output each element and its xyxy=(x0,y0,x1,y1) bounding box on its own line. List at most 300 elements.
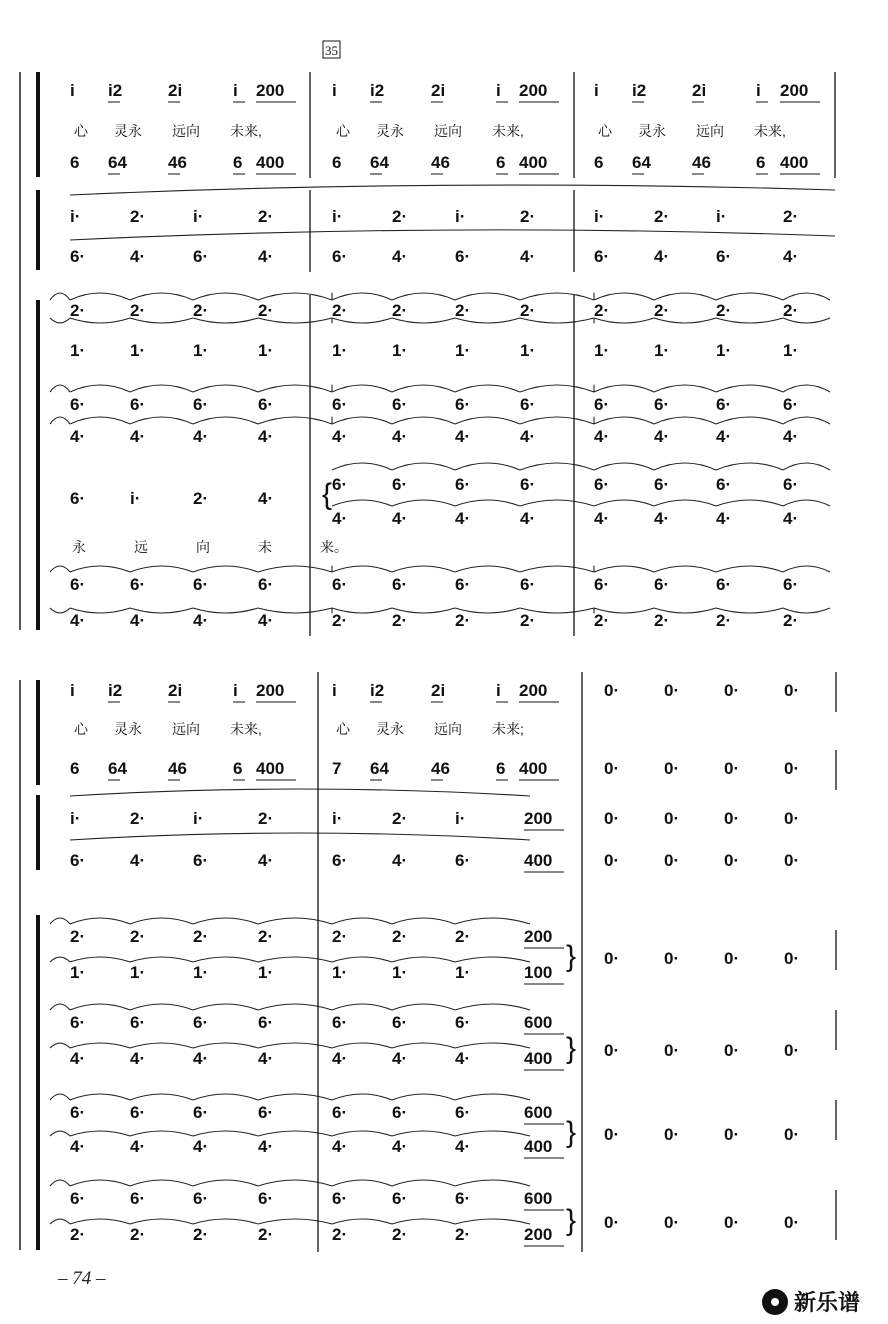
rest: 0· xyxy=(784,851,800,870)
orchestra-note: 600 xyxy=(524,1013,553,1032)
bass-note: 2· xyxy=(716,611,732,630)
bass-note: 6· xyxy=(520,575,536,594)
tie-arc xyxy=(258,918,332,924)
tie-arc xyxy=(594,293,654,300)
orchestra-note: 4· xyxy=(258,1137,274,1156)
brass-div-note: 6· xyxy=(783,475,799,494)
orchestra-note: 1· xyxy=(258,963,274,982)
bass-note: 6· xyxy=(258,575,274,594)
orchestra-note: 4· xyxy=(258,427,274,446)
rest: 0· xyxy=(664,1125,680,1144)
piano-rh-note: 200 xyxy=(524,809,553,828)
alto-note: 46 xyxy=(431,153,450,172)
orchestra-note: 1· xyxy=(332,963,348,982)
rest: 0· xyxy=(724,1125,740,1144)
slur xyxy=(70,833,530,840)
tie-arc xyxy=(392,1094,455,1100)
tie-arc xyxy=(130,293,193,300)
tie-arc xyxy=(50,293,70,300)
tie-arc xyxy=(193,1094,258,1100)
orchestra-note: 2· xyxy=(130,927,146,946)
bracket-voices xyxy=(36,680,40,785)
tie-arc xyxy=(193,566,258,572)
orchestra-note: 2· xyxy=(70,927,86,946)
brace: } xyxy=(566,1116,577,1149)
soprano-note: 2i xyxy=(168,681,183,700)
alto-note: 64 xyxy=(108,759,127,778)
brass-div-note: 6· xyxy=(392,475,408,494)
lyric: 心 xyxy=(74,721,88,737)
tie-arc xyxy=(70,566,130,572)
orchestra-note: 4· xyxy=(193,1137,209,1156)
tie-arc xyxy=(130,566,193,572)
rest: 0· xyxy=(784,681,800,700)
piano-lh-note: 4· xyxy=(654,247,670,266)
tie-arc xyxy=(455,1094,530,1100)
alto-note: 6 xyxy=(233,759,243,778)
tie-arc xyxy=(193,1180,258,1186)
tie-arc xyxy=(130,1180,193,1186)
tie-arc xyxy=(70,1094,130,1100)
rest: 0· xyxy=(604,809,620,828)
lyric: 灵永 xyxy=(376,721,404,737)
tie-arc xyxy=(716,463,783,470)
orchestra-note: 6· xyxy=(716,395,732,414)
piano-rh-note: i· xyxy=(193,809,204,828)
tie-arc xyxy=(130,918,193,924)
watermark-text: 新乐谱 xyxy=(794,1291,861,1316)
orchestra-note: 6· xyxy=(258,395,274,414)
soprano-note: i xyxy=(756,81,761,100)
orchestra-note: 2· xyxy=(258,927,274,946)
rest: 0· xyxy=(664,809,680,828)
tie-arc xyxy=(332,566,392,572)
brace: { xyxy=(322,478,333,511)
rest: 0· xyxy=(784,809,800,828)
rest: 0· xyxy=(724,1041,740,1060)
bracket-piano xyxy=(36,795,40,870)
tie-arc xyxy=(258,1180,332,1186)
lyric: 未来, xyxy=(230,123,262,139)
piano-rh-note: 2· xyxy=(783,207,799,226)
orchestra-note: 1· xyxy=(70,963,86,982)
tie-arc xyxy=(594,385,654,392)
tie-arc xyxy=(783,566,830,572)
rest: 0· xyxy=(724,809,740,828)
alto-note: 64 xyxy=(370,153,389,172)
soprano-note: i xyxy=(496,681,501,700)
orchestra-note: 1· xyxy=(783,341,799,360)
tie-arc xyxy=(654,293,716,300)
soprano-note: 2i xyxy=(168,81,183,100)
orchestra-note: 4· xyxy=(455,1049,471,1068)
alto-note: 400 xyxy=(519,759,548,778)
rest: 0· xyxy=(604,681,620,700)
rest: 0· xyxy=(604,949,620,968)
alto-note: 46 xyxy=(692,153,711,172)
rest: 0· xyxy=(664,949,680,968)
orchestra-note: 2· xyxy=(193,1225,209,1244)
bass-note: 2· xyxy=(455,611,471,630)
piano-lh-note: 4· xyxy=(520,247,536,266)
piano-rh-note: 2· xyxy=(520,207,536,226)
tie-arc xyxy=(392,293,455,300)
solo-note: 4· xyxy=(258,489,274,508)
rest: 0· xyxy=(724,681,740,700)
orchestra-note: 2· xyxy=(70,301,86,320)
tie-arc xyxy=(332,417,392,424)
orchestra-note: 4· xyxy=(332,427,348,446)
rest: 0· xyxy=(604,1125,620,1144)
brass-div-note: 6· xyxy=(716,475,732,494)
piano-lh-note: 6· xyxy=(193,247,209,266)
tie-arc xyxy=(70,385,130,392)
lyric: 心 xyxy=(336,123,350,139)
tie-arc xyxy=(258,293,332,300)
orchestra-note: 6· xyxy=(594,395,610,414)
tie-arc xyxy=(50,566,70,572)
piano-rh-note: i· xyxy=(332,207,343,226)
soprano-note: i xyxy=(332,681,337,700)
orchestra-note: 6· xyxy=(332,1103,348,1122)
tie-arc xyxy=(258,1043,332,1048)
tie-arc xyxy=(455,1043,530,1048)
orchestra-note: 2· xyxy=(520,301,536,320)
tie-arc xyxy=(50,957,70,962)
tie-arc xyxy=(716,500,783,506)
rest: 0· xyxy=(724,759,740,778)
tie-arc xyxy=(716,293,783,300)
slur xyxy=(70,789,530,796)
tie-arc xyxy=(520,463,594,470)
orchestra-note: 4· xyxy=(332,1137,348,1156)
tie-arc xyxy=(130,417,193,424)
tie-arc xyxy=(258,1094,332,1100)
tie-arc xyxy=(332,1180,392,1186)
orchestra-note: 6· xyxy=(193,1103,209,1122)
tie-arc xyxy=(594,500,654,506)
orchestra-note: 6· xyxy=(332,1189,348,1208)
piano-rh-note: i· xyxy=(594,207,605,226)
orchestra-note: 2· xyxy=(193,301,209,320)
orchestra-note: 2· xyxy=(654,301,670,320)
orchestra-note: 4· xyxy=(70,1049,86,1068)
tie-arc xyxy=(392,1131,455,1136)
orchestra-note: 6· xyxy=(258,1013,274,1032)
orchestra-note: 600 xyxy=(524,1103,553,1122)
alto-note: 6 xyxy=(233,153,243,172)
lyric: 未来, xyxy=(230,721,262,737)
orchestra-note: 6· xyxy=(654,395,670,414)
piano-lh-note: 4· xyxy=(130,247,146,266)
orchestra-note: 6· xyxy=(258,1103,274,1122)
orchestra-note: 2· xyxy=(332,927,348,946)
bass-note: 2· xyxy=(392,611,408,630)
alto-note: 400 xyxy=(519,153,548,172)
lyric: 永 xyxy=(72,539,86,555)
bass-note: 6· xyxy=(594,575,610,594)
tie-arc xyxy=(520,385,594,392)
orchestra-note: 2· xyxy=(332,1225,348,1244)
piano-rh-note: i· xyxy=(455,207,466,226)
piano-lh-note: 4· xyxy=(258,851,274,870)
tie-arc xyxy=(455,293,520,300)
orchestra-note: 1· xyxy=(716,341,732,360)
orchestra-note: 6· xyxy=(455,1103,471,1122)
bass-note: 4· xyxy=(258,611,274,630)
orchestra-note: 4· xyxy=(455,1137,471,1156)
orchestra-note: 6· xyxy=(392,1189,408,1208)
orchestra-note: 4· xyxy=(70,1137,86,1156)
rest: 0· xyxy=(604,851,620,870)
orchestra-note: 4· xyxy=(130,1137,146,1156)
alto-note: 64 xyxy=(632,153,651,172)
tie-arc xyxy=(50,385,70,392)
tie-arc xyxy=(332,1219,392,1224)
tie-arc xyxy=(193,417,258,424)
lyric: 灵永 xyxy=(114,123,142,139)
piano-lh-note: 6· xyxy=(455,851,471,870)
tie-arc xyxy=(392,500,455,506)
rest: 0· xyxy=(604,1041,620,1060)
orchestra-note: 4· xyxy=(392,427,408,446)
solo-note: i· xyxy=(130,489,141,508)
tie-arc xyxy=(455,1004,530,1010)
tie-arc xyxy=(332,957,392,962)
brass-div-note: 6· xyxy=(520,475,536,494)
piano-lh-note: 6· xyxy=(716,247,732,266)
orchestra-note: 2· xyxy=(258,1225,274,1244)
piano-lh-note: 4· xyxy=(130,851,146,870)
orchestra-note: 2· xyxy=(392,1225,408,1244)
tie-arc xyxy=(332,293,392,300)
soprano-note: i2 xyxy=(370,681,385,700)
tie-arc xyxy=(70,1219,130,1224)
alto-note: 6 xyxy=(496,153,506,172)
tie-arc xyxy=(50,608,70,613)
piano-lh-note: 6· xyxy=(193,851,209,870)
bass-note: 6· xyxy=(455,575,471,594)
lyric: 灵永 xyxy=(114,721,142,737)
bracket-piano xyxy=(36,190,40,270)
orchestra-note: 200 xyxy=(524,1225,553,1244)
bass-note: 2· xyxy=(594,611,610,630)
lyric: 远向 xyxy=(434,123,462,139)
orchestra-note: 6· xyxy=(258,1189,274,1208)
orchestra-note: 6· xyxy=(193,1189,209,1208)
tie-arc xyxy=(392,566,455,572)
alto-note: 6 xyxy=(594,153,604,172)
soprano-note: 2i xyxy=(692,81,707,100)
bass-note: 4· xyxy=(193,611,209,630)
tie-arc xyxy=(783,293,830,300)
brass-div-note: 6· xyxy=(594,475,610,494)
orchestra-note: 1· xyxy=(130,963,146,982)
soprano-note: i2 xyxy=(108,81,123,100)
rest: 0· xyxy=(664,1213,680,1232)
orchestra-note: 6· xyxy=(70,1013,86,1032)
bass-note: 6· xyxy=(70,575,86,594)
orchestra-note: 1· xyxy=(70,341,86,360)
bass-note: 2· xyxy=(654,611,670,630)
orchestra-note: 6· xyxy=(193,395,209,414)
orchestra-note: 6· xyxy=(193,1013,209,1032)
piano-rh-note: i· xyxy=(332,809,343,828)
tie-arc xyxy=(50,1131,70,1136)
orchestra-note: 4· xyxy=(193,427,209,446)
orchestra-note: 4· xyxy=(332,1049,348,1068)
orchestra-note: 6· xyxy=(130,1189,146,1208)
tie-arc xyxy=(392,957,455,962)
soprano-note: 200 xyxy=(256,81,285,100)
tie-arc xyxy=(50,417,70,424)
orchestra-note: 2· xyxy=(70,1225,86,1244)
alto-note: 400 xyxy=(780,153,809,172)
tie-arc xyxy=(70,1043,130,1048)
tie-arc xyxy=(258,1219,332,1224)
tie-arc xyxy=(193,1219,258,1224)
tie-arc xyxy=(332,500,392,506)
piano-lh-note: 4· xyxy=(392,247,408,266)
rest: 0· xyxy=(604,759,620,778)
tie-arc xyxy=(130,1043,193,1048)
tie-arc xyxy=(332,1004,392,1010)
slur xyxy=(70,230,835,240)
tie-arc xyxy=(193,1043,258,1048)
rest: 0· xyxy=(784,949,800,968)
orchestra-note: 1· xyxy=(193,963,209,982)
brass-div-note: 4· xyxy=(654,509,670,528)
orchestra-note: 6· xyxy=(130,1013,146,1032)
brass-div-note: 6· xyxy=(654,475,670,494)
orchestra-note: 4· xyxy=(783,427,799,446)
orchestra-note: 2· xyxy=(392,301,408,320)
orchestra-note: 1· xyxy=(392,963,408,982)
tie-arc xyxy=(455,1219,530,1224)
orchestra-note: 2· xyxy=(455,1225,471,1244)
rest: 0· xyxy=(604,1213,620,1232)
piano-rh-note: i· xyxy=(455,809,466,828)
orchestra-note: 4· xyxy=(70,427,86,446)
soprano-note: i xyxy=(70,681,75,700)
soprano-note: i xyxy=(496,81,501,100)
orchestra-note: 6· xyxy=(392,1103,408,1122)
tie-arc xyxy=(130,1131,193,1136)
brass-div-note: 6· xyxy=(332,475,348,494)
orchestra-note: 2· xyxy=(716,301,732,320)
tie-arc xyxy=(392,385,455,392)
tie-arc xyxy=(332,1131,392,1136)
tie-arc xyxy=(130,957,193,962)
rehearsal-mark: 35 xyxy=(325,43,338,58)
soprano-note: i2 xyxy=(370,81,385,100)
brass-div-note: 6· xyxy=(455,475,471,494)
slur xyxy=(70,185,835,195)
tie-arc xyxy=(783,385,830,392)
brace: } xyxy=(566,1204,577,1237)
rest: 0· xyxy=(784,1213,800,1232)
orchestra-note: 1· xyxy=(520,341,536,360)
tie-arc xyxy=(594,463,654,470)
orchestra-note: 400 xyxy=(524,1049,553,1068)
orchestra-note: 2· xyxy=(130,301,146,320)
soprano-note: i xyxy=(233,681,238,700)
tie-arc xyxy=(654,463,716,470)
bass-note: 6· xyxy=(716,575,732,594)
piano-lh-note: 4· xyxy=(783,247,799,266)
rest: 0· xyxy=(724,949,740,968)
tie-arc xyxy=(392,1180,455,1186)
record-logo-icon xyxy=(762,1289,788,1315)
brass-div-note: 4· xyxy=(783,509,799,528)
brace: } xyxy=(566,1032,577,1065)
brace: } xyxy=(566,940,577,973)
orchestra-note: 4· xyxy=(654,427,670,446)
rest: 0· xyxy=(724,1213,740,1232)
piano-rh-note: i· xyxy=(193,207,204,226)
tie-arc xyxy=(50,318,70,323)
tie-arc xyxy=(332,463,392,470)
soprano-note: 200 xyxy=(256,681,285,700)
tie-arc xyxy=(70,918,130,924)
bass-note: 4· xyxy=(130,611,146,630)
orchestra-note: 6· xyxy=(70,395,86,414)
lyric: 未来; xyxy=(492,721,524,737)
tie-arc xyxy=(50,1180,70,1186)
soprano-note: i xyxy=(594,81,599,100)
bass-note: 6· xyxy=(332,575,348,594)
tie-arc xyxy=(455,385,520,392)
piano-rh-note: 2· xyxy=(258,809,274,828)
tie-arc xyxy=(70,417,130,424)
orchestra-note: 6· xyxy=(70,1103,86,1122)
tie-arc xyxy=(392,1004,455,1010)
orchestra-note: 1· xyxy=(455,341,471,360)
orchestra-note: 6· xyxy=(130,1103,146,1122)
tie-arc xyxy=(455,1180,530,1186)
orchestra-note: 4· xyxy=(392,1049,408,1068)
orchestra-note: 2· xyxy=(594,301,610,320)
piano-lh-note: 6· xyxy=(70,851,86,870)
orchestra-note: 4· xyxy=(130,1049,146,1068)
alto-note: 400 xyxy=(256,759,285,778)
tie-arc xyxy=(332,385,392,392)
bass-note: 2· xyxy=(520,611,536,630)
tie-arc xyxy=(455,957,530,962)
piano-lh-note: 6· xyxy=(594,247,610,266)
piano-lh-note: 6· xyxy=(70,247,86,266)
piano-rh-note: 2· xyxy=(392,207,408,226)
soprano-note: 2i xyxy=(431,81,446,100)
alto-note: 7 xyxy=(332,759,342,778)
orchestra-note: 6· xyxy=(70,1189,86,1208)
orchestra-note: 1· xyxy=(455,963,471,982)
tie-arc xyxy=(594,417,654,424)
orchestra-note: 100 xyxy=(524,963,553,982)
tie-arc xyxy=(70,293,130,300)
orchestra-note: 4· xyxy=(455,427,471,446)
tie-arc xyxy=(716,417,783,424)
orchestra-note: 2· xyxy=(392,927,408,946)
brass-div-note: 4· xyxy=(520,509,536,528)
lyric: 远 xyxy=(134,539,148,555)
tie-arc xyxy=(392,1219,455,1224)
tie-arc xyxy=(783,500,830,506)
piano-lh-note: 6· xyxy=(332,851,348,870)
orchestra-note: 2· xyxy=(193,927,209,946)
orchestra-note: 6· xyxy=(332,1013,348,1032)
tie-arc xyxy=(520,566,594,572)
